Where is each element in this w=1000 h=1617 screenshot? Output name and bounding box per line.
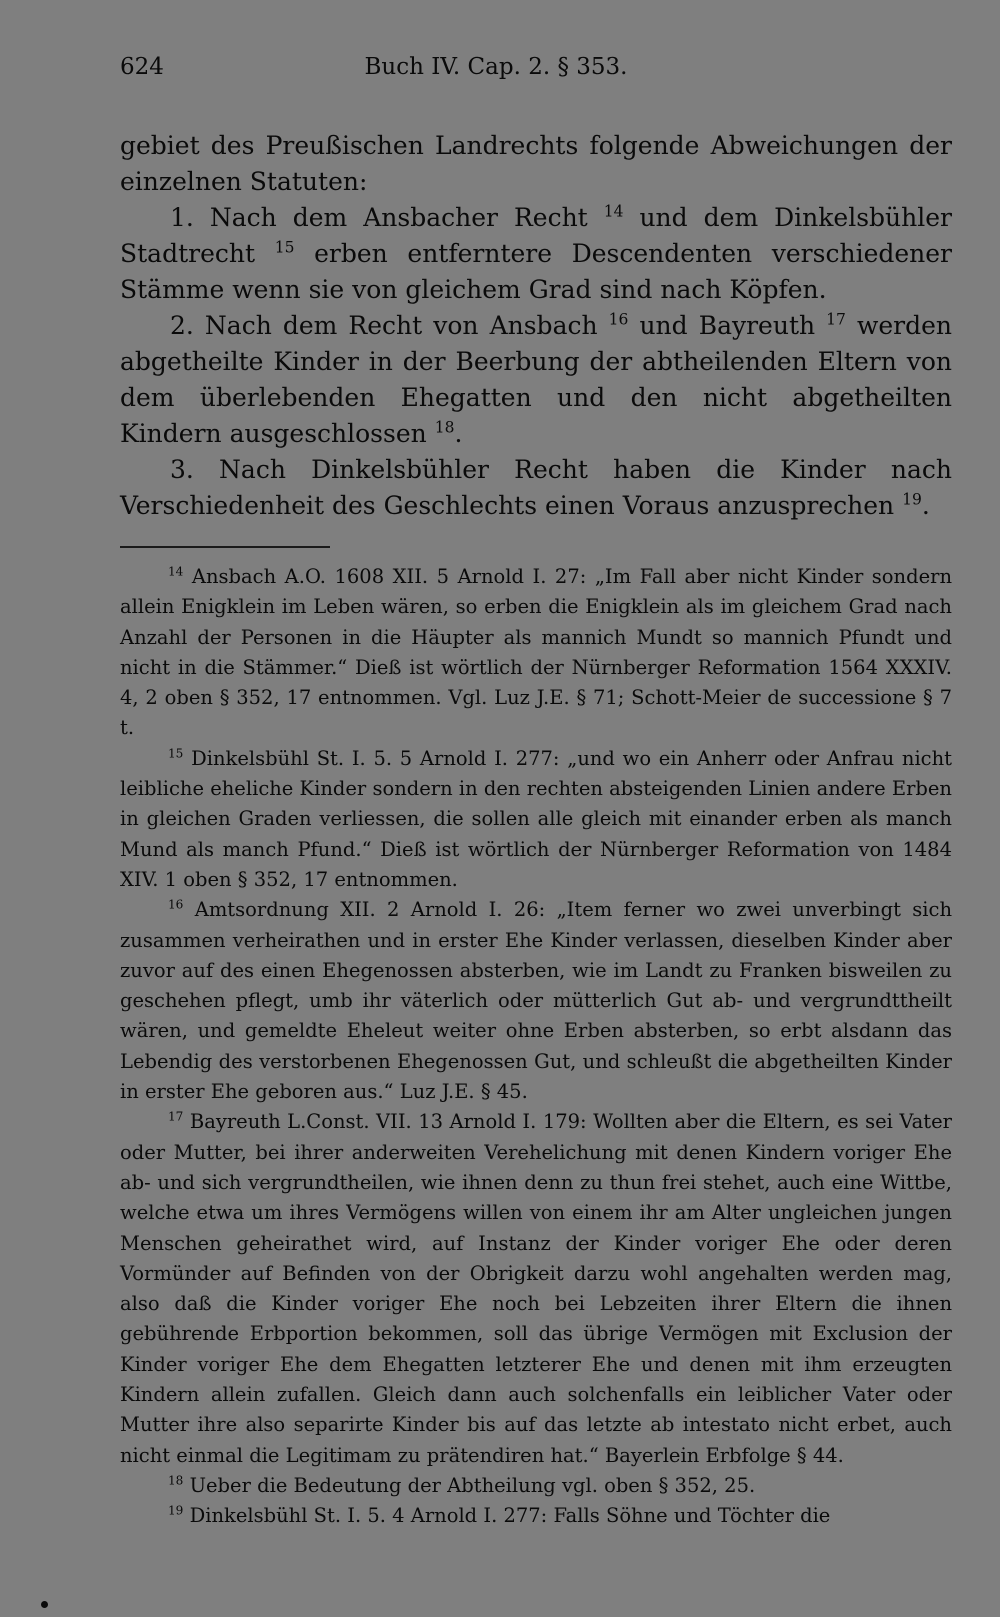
item-number: 3. bbox=[170, 455, 194, 484]
item-text: . bbox=[921, 491, 930, 520]
footnote-ref: 17 bbox=[826, 310, 846, 329]
footnote-mark: 16 bbox=[168, 897, 184, 912]
footnote-mark: 14 bbox=[168, 564, 184, 579]
footnote-text: Dinkelsbühl St. I. 5. 5 Arnold I. 277: „und wo ein Anherr oder Anfrau nicht leibliche eheliche Kinder sondern in den rechten absteigenden Linien andere Erben in gleichen Graden verliessen, die sollen alle gleich mit einander erben als manch Mund als manch Pfund.“ Dieß ist wörtlich der Nürnberger Reformation von 1484 XIV. 1 oben § 352, 17 entnommen. bbox=[120, 746, 952, 891]
footnote-text: Amtsordnung XII. 2 Arnold I. 26: „Item ferner wo zwei unverbingt sich zusammen verheirathen und in erster Ehe Kinder verlassen, dieselben Kinder aber zuvor auf des einen Ehegenossen absterben, wie im Landt zu Franken bisweilen zu geschehen pflegt, umb ihr väterlich oder mütterlich Gut ab- und vergrundttheilt wären, und gemeldte Eheleut weiter ohne Erben absterben, so erbt alsdann das Lebendig des verstorbenen Ehegenossen Gut, und schleußt die abgetheilten Kinder in erster Ehe geboren aus.“ Luz J.E. § 45. bbox=[120, 898, 953, 1104]
statute-item-1 bbox=[120, 200, 952, 308]
footnote-text: Ueber die Bedeutung der Abtheilung vgl. oben § 352, 25. bbox=[189, 1473, 756, 1497]
item-text: Nach Dinkelsbühler Recht haben die Kinder nach Verschiedenheit des Geschlechts einen Voraus anzusprechen bbox=[120, 455, 952, 520]
footnote-ref: 16 bbox=[608, 310, 629, 329]
footnote-19 bbox=[120, 1501, 952, 1531]
item-text: und Bayreuth bbox=[639, 311, 816, 340]
ink-speck bbox=[41, 1601, 48, 1608]
item-text: Nach dem Recht von Ansbach bbox=[204, 311, 598, 340]
item-text: Nach dem Ansbacher Recht bbox=[209, 203, 588, 232]
footnote-mark: 17 bbox=[168, 1109, 184, 1124]
footnote-14 bbox=[120, 562, 952, 744]
footnote-16 bbox=[120, 895, 952, 1107]
footnote-text: Dinkelsbühl St. I. 5. 4 Arnold I. 277: Falls Söhne und Töchter die bbox=[189, 1504, 831, 1528]
item-text: werden abgetheilte Kinder in der Beerbung der abtheilenden Eltern von dem überlebenden Ehegatten und den nicht abgetheilten Kindern ausgeschlossen bbox=[120, 311, 952, 448]
footnote-text: Bayreuth L.Const. VII. 13 Arnold I. 179: Wollten aber die Eltern, es sei Vater oder Mutter, bei ihrer anderweiten Verehelichung mit denen Kindern voriger Ehe ab- und sich vergrundtheilen, wie ihnen denn zu thun frei stehet, auch eine Wittbe, welche etwa um ihres Vermögens willen von einem ihr am Alter ungleichen jungen Menschen geheirathet wird, auf Instanz der Kinder voriger Ehe oder deren Vormünder auf Befinden von der Obrigkeit darzu wohl angehalten werden mag, also daß die Kinder voriger Ehe noch bei Lebzeiten ihrer Eltern die ihnen gebührende Erbportion bekommen, soll das übrige Vermögen mit Exclusion der Kinder voriger Ehe dem Ehegatten letzterer Ehe und denen mit ihm erzeugten Kindern allein zufallen. Gleich dann auch solchenfalls ein leiblicher Vater oder Mutter ihre also separirte Kinder bis auf das letzte ab intestato nicht erbet, auch nicht einmal die Legitimam zu prätendiren hat.“ Bayerlein Erbfolge § 44. bbox=[120, 1110, 953, 1467]
footnote-ref: 18 bbox=[434, 418, 455, 437]
footnote-15 bbox=[120, 744, 952, 895]
footnote-divider bbox=[120, 546, 330, 548]
page-number: 624 bbox=[120, 54, 164, 80]
footnote-ref: 19 bbox=[902, 490, 922, 509]
page-header bbox=[120, 54, 952, 94]
footnotes bbox=[120, 562, 952, 1532]
footnote-mark: 19 bbox=[168, 1503, 184, 1518]
footnote-17 bbox=[120, 1107, 952, 1471]
item-number: 1. bbox=[170, 203, 194, 232]
statute-item-3 bbox=[120, 452, 952, 524]
footnote-mark: 18 bbox=[168, 1473, 184, 1488]
footnote-ref: 14 bbox=[603, 202, 624, 221]
footnote-text: Ansbach A.O. 1608 XII. 5 Arnold I. 27: „Im Fall aber nicht Kinder sondern allein Enigklein im Leben wären, so erben die Enigklein als im gleichem Grad nach Anzahl der Personen in die Häupter als mannich Mundt so mannich Pfundt und nicht in die Stämmer.“ Dieß ist wörtlich der Nürnberger Reformation 1564 XXXIV. 4, 2 oben § 352, 17 entnommen. Vgl. Luz J.E. § 71; Schott-Meier de successione § 7 t. bbox=[120, 565, 953, 740]
item-text: erben entferntere Descendenten verschiedener Stämme wenn sie von gleichem Grad sind nach Köpfen. bbox=[120, 239, 953, 304]
running-title: Buch IV. Cap. 2. § 353. bbox=[364, 54, 628, 80]
intro-paragraph: gebiet des Preußischen Landrechts folgende Abweichungen der einzelnen Statuten: bbox=[120, 131, 952, 196]
main-text bbox=[120, 128, 952, 524]
footnote-ref: 15 bbox=[274, 238, 295, 257]
footnote-18 bbox=[120, 1471, 952, 1501]
footnote-mark: 15 bbox=[168, 746, 184, 761]
item-text: . bbox=[454, 419, 463, 448]
item-number: 2. bbox=[170, 311, 194, 340]
statute-item-2 bbox=[120, 308, 952, 452]
item-text: und dem Dinkelsbühler Stadtrecht bbox=[120, 203, 952, 268]
